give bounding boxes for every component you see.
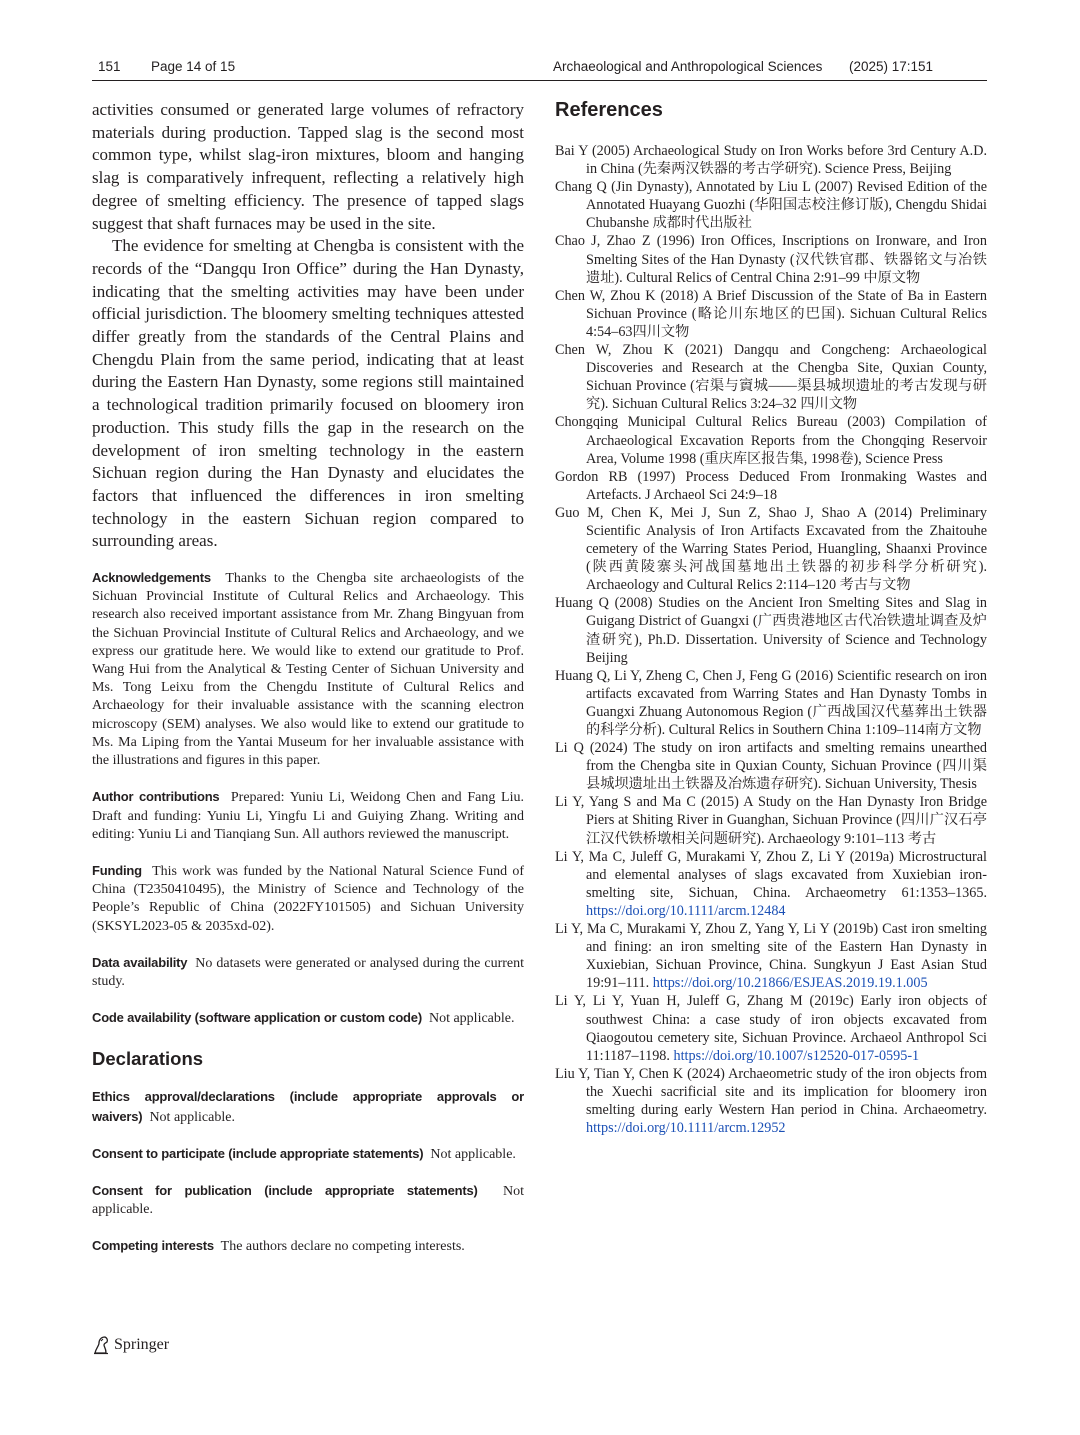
competing-interests-section (92, 1237, 524, 1256)
reference-text: Chang Q (Jin Dynasty), Annotated by Liu L (2007) Revised Edition of the Annotated Huayang Guozhi (华阳国志校注修订版), Chengdu Shidai Chubanshe 成都时代出版社 (555, 179, 987, 232)
acknowledgements-section (92, 569, 524, 770)
reference-text: Liu Y, Tian Y, Chen K (2024) Archaeometric study of the iron objects from the Xuechi sacrificial site and its implication for bloomery iron smelting during early Western Han period in China. Archaeometry. (555, 1065, 987, 1118)
year-volume: (2025) 17:151 (849, 59, 934, 74)
reference-list (555, 142, 987, 1137)
reference-text: Chao J, Zhao Z (1996) Iron Offices, Inscriptions on Ironware, and Iron Smelting Sites of the Han Dynasty (汉代铁官郡、铁器铭文与冶铁遗址). Cultural Relics of Central China 2:91–99 中原文物 (555, 233, 987, 286)
code-availability-text: Not applicable. (428, 1011, 515, 1027)
reference-text: Chongqing Municipal Cultural Relics Bureau (2003) Compilation of Archaeological Excavation Reports from the Chongqing Reservoir Area, Volume 1998 (重庆库区报告集, 1998卷), Science Press (555, 414, 987, 467)
publisher-logo (92, 1335, 169, 1355)
competing-interests-label: Competing interests (92, 1238, 214, 1254)
reference-text: Gordon RB (1997) Process Deduced From Ironmaking Wastes and Artefacts. J Archaeol Sci 24:9–18 (555, 468, 987, 503)
reference-item (555, 848, 987, 920)
reference-item (555, 1065, 987, 1137)
references-heading: References (555, 99, 663, 121)
consent-publication-section (92, 1182, 524, 1219)
funding-label: Funding (92, 862, 142, 878)
reference-text: Huang Q, Li Y, Zheng C, Chen J, Feng G (2016) Scientific research on iron artifacts excavated from Warring States and Han Dynasty Tombs in Guangxi Zhuang Autonomous Region (广西战国汉代墓葬出土铁器的科学分析). Cultural Relics in Southern China 1:109–114南方文物 (555, 667, 987, 738)
declarations-heading: Declarations (92, 1048, 204, 1070)
reference-item (555, 739, 987, 793)
consent-publication-label: Consent for publication (include appropriate statements) (92, 1182, 478, 1198)
reference-text: Li Y, Yang S and Ma C (2015) A Study on the Han Dynasty Iron Bridge Piers at Shiting River in Guanghan, Sichuan Province (四川广汉石亭江汉代铁桥墩相关问题研究). Archaeology 9:101–113 考古 (555, 794, 987, 847)
reference-doi-link[interactable]: https://doi.org/10.1007/s12520-017-0595-1 (673, 1047, 920, 1064)
consent-participate-label: Consent to participate (include appropriate statements) (92, 1145, 424, 1161)
springer-horse-icon (92, 1335, 110, 1355)
reference-text: Bai Y (2005) Archaeological Study on Iron Works before 3rd Century A.D. in China (先秦两汉铁器的考古学研究). Science Press, Beijing (555, 143, 987, 178)
code-availability-label: Code availability (software application or custom code) (92, 1010, 422, 1026)
body-paragraph: activities consumed or generated large volumes of refractory materials during production. Tapped slag is the second most common type, whilst slag-iron mixtures, bloom and hanging slag is comparatively infrequent, reflecting a relatively high degree of smelting efficiency. The presence of tapped slags suggest that shaft furnaces may be used in the site. (92, 100, 524, 233)
reference-item (555, 142, 987, 178)
reference-text: Guo M, Chen K, Mei J, Sun Z, Shao J, Shao A (2014) Preliminary Scientific Analysis of Iron Artifacts Excavated from the Zhaitouhe cemetery of the Warring States Period, Huangling, Shaanxi Province (陕西黄陵寨头河战国墓地出土铁器的初步科学分析研究). Archaeology and Cultural Relics 2:114–120 考古与文物 (555, 504, 987, 594)
left-column (92, 99, 524, 1257)
consent-publication-text: Not applicable. (92, 1183, 525, 1218)
data-availability-text: No datasets were generated or analysed during the current study. (92, 955, 524, 989)
competing-interests-text: The authors declare no competing interests. (220, 1239, 465, 1255)
reference-item (555, 594, 987, 666)
header-rule (92, 80, 987, 81)
consent-participate-section (92, 1145, 524, 1164)
reference-doi-link[interactable]: https://doi.org/10.1111/arcm.12952 (586, 1120, 786, 1137)
body-paragraph: The evidence for smelting at Chengba is consistent with the records of the “Dangqu Iron Office” during the Han Dynasty, indicating that the smelting activities may have been under official jurisdiction. The bloomery smelting techniques attested differ greatly from the standards of the Central Plains and Chengdu Plain from the same period, indicating that at least during the Eastern Han Dynasty, some regions still maintained a technological tradition primarily focused on bloomery iron production. This study fills the gap in the research on the development of iron smelting technology in the eastern Sichuan region during the Han Dynasty and elucidates the factors that influenced the differences in iron smelting technology in the eastern Sichuan region compared to surrounding areas. (92, 236, 524, 551)
reference-item (555, 341, 987, 413)
ethics-label: Ethics approval/declarations (include appropriate approvals or waivers) (92, 1089, 524, 1124)
running-head (92, 57, 987, 79)
data-availability-label: Data availability (92, 954, 188, 970)
ethics-section (92, 1088, 524, 1126)
reference-item (555, 504, 987, 594)
page-label: Page 14 of 15 (151, 59, 236, 74)
reference-text: Li Y, Li Y, Yuan H, Juleff G, Zhang M (2019c) Early iron objects of southwest China: a case study of iron objects excavated from Qiaogoutou cemetery site, Sichuan Province. Archaeol Anthropol Sci 11:1187–1198. (555, 993, 987, 1064)
reference-item (555, 667, 987, 739)
reference-item (555, 992, 987, 1064)
funding-section (92, 862, 524, 936)
reference-doi-link[interactable]: https://doi.org/10.1111/arcm.12484 (586, 902, 786, 919)
author-contributions-text: Prepared: Yuniu Li, Weidong Chen and Fang Liu. Draft and funding: Yuniu Li, Yingfu Li and Guiying Zhang. Writing and editing: Yuniu Li and Tianqiang Sun. All authors reviewed the manuscript. (92, 790, 524, 842)
reference-item (555, 793, 987, 847)
reference-text: Chen W, Zhou K (2018) A Brief Discussion of the State of Ba in Eastern Sichuan Province (略论川东地区的巴国). Sichuan Cultural Relics 4:54–63四川文物 (555, 287, 987, 340)
reference-text: Li Y, Ma C, Juleff G, Murakami Y, Zhou Z, Li Y (2019a) Microstructural and elemental analyses of slags excavated from Xuxiebian iron-smelting site, Sichuan, China. Archaeometry 61:1353–1365. (555, 848, 987, 901)
reference-item (555, 287, 987, 341)
funding-text: This work was funded by the National Natural Science Fund of China (T2350410495), the Ministry of Science and Technology of the People’s Republic of China (2022FY101505) and Sichuan University (SKSYL2023-05 & 2035xd-02). (92, 863, 524, 934)
data-availability-section (92, 954, 524, 991)
acknowledgements-label: Acknowledgements (92, 570, 211, 586)
right-column (555, 99, 987, 1137)
reference-item (555, 232, 987, 286)
acknowledgements-text: Thanks to the Chengba site archaeologists of the Sichuan Provincial Institute of Cultural Relics and Archaeology. This research also received important assistance from Mr. Zhang Bingyuan from the Sichuan Provincial Institute of Cultural Relics and Archaeology, and we express our gratitude here. We would like to extend our gratitude to Prof. Wang Hui from the Analytical & Testing Center of Sichuan University and Ms. Tong Leixu from the Chengdu Institute of Cultural Relics and Archaeology for their invaluable assistance with the scanning electron microscopy (SEM) analyses. We also would like to extend our gratitude to Ms. Ma Liping from the Yantai Museum for her invaluable assistance with the illustrations and figures in this paper. (92, 571, 524, 769)
reference-doi-link[interactable]: https://doi.org/10.21866/ESJEAS.2019.19.1.005 (652, 975, 928, 992)
reference-item (555, 468, 987, 504)
consent-participate-text: Not applicable. (430, 1146, 516, 1162)
reference-text: Li Y, Ma C, Murakami Y, Zhou Z, Yang Y, Li Y (2019b) Cast iron smelting and fining: an iron smelting site of the Eastern Han Dynasty in Xuxiebian, Sichuan Province, China. Sungkyun J East Asian Stud 19:91–111. (555, 921, 987, 992)
journal-title: Archaeological and Anthropological Sciences (553, 59, 823, 74)
reference-item (555, 920, 987, 992)
reference-text: Chen W, Zhou K (2021) Dangqu and Congcheng: Archaeological Discoveries and Research at the Chengba Site, Quxian County, Sichuan Province (宕渠与賨城——渠县城坝遗址的考古发现与研究). Sichuan Cultural Relics 3:24–32 四川文物 (555, 342, 987, 413)
publisher-name: Springer (114, 1336, 170, 1353)
ethics-text: Not applicable. (149, 1109, 235, 1125)
author-contributions-section (92, 788, 524, 844)
reference-item (555, 413, 987, 467)
code-availability-section (92, 1009, 524, 1028)
article-number: 151 (98, 59, 121, 74)
reference-item (555, 178, 987, 232)
reference-text: Huang Q (2008) Studies on the Ancient Iron Smelting Sites and Slag in Guigang District of Guangxi (广西贵港地区古代冶铁遗址调查及炉渣研究), Ph.D. Dissertation. University of Science and Technology Beijing (555, 595, 987, 666)
reference-text: Li Q (2024) The study on iron artifacts and smelting remains unearthed from the Chengba site in Quxian County, Sichuan Province (四川渠县城坝遗址出土铁器及冶炼遗存研究). Sichuan University, Thesis (555, 740, 987, 793)
author-contributions-label: Author contributions (92, 789, 220, 805)
